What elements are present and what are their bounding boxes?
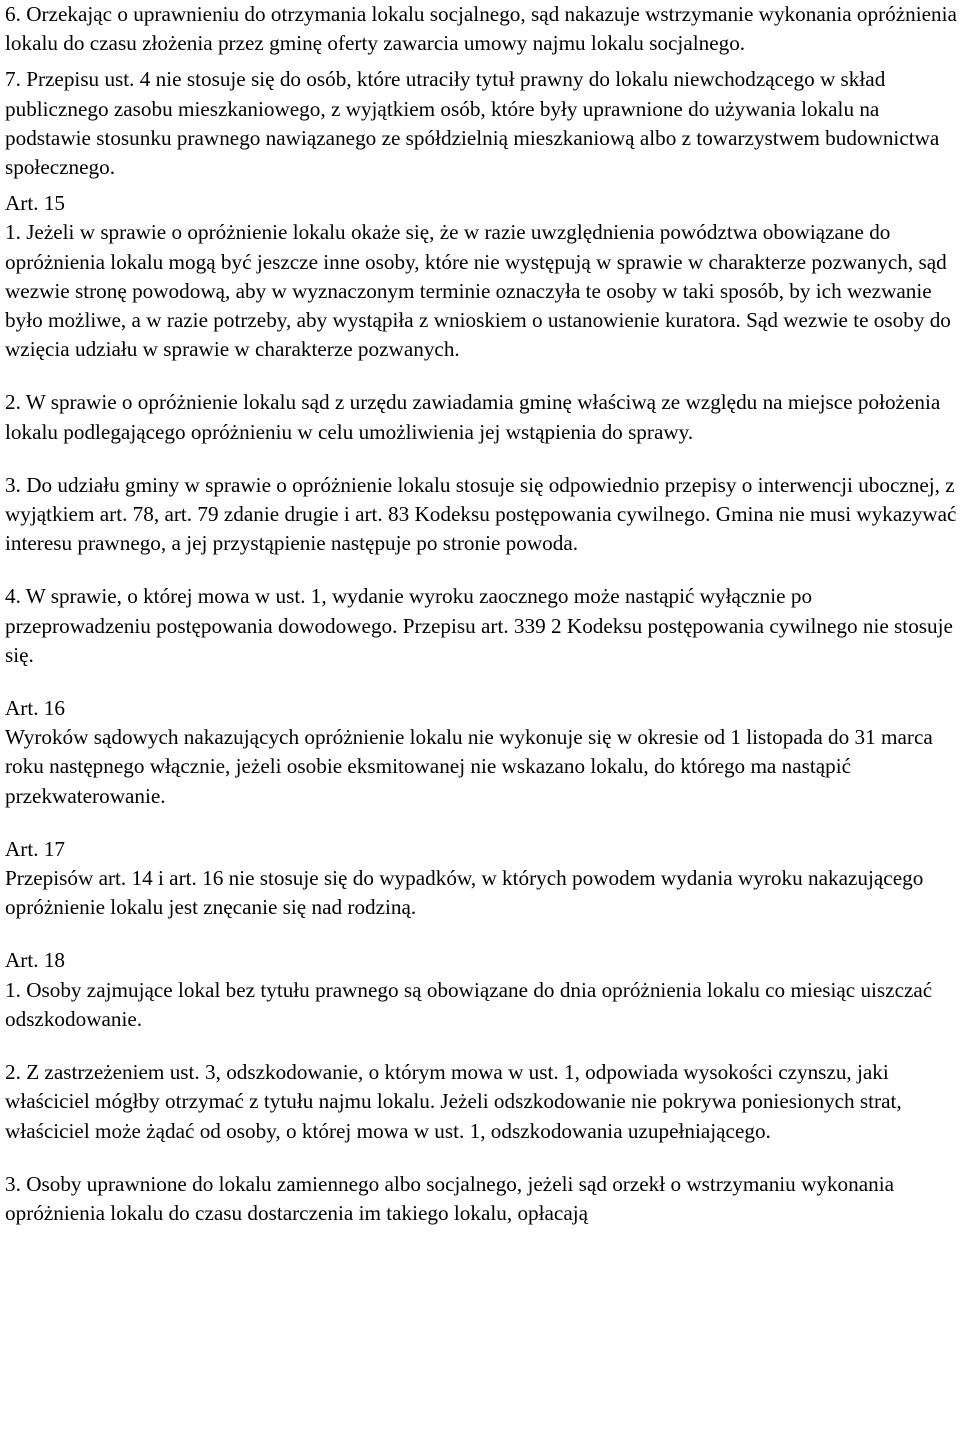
art15-paragraph-2: 2. W sprawie o opróżnienie lokalu sąd z urzędu zawiadamia gminę właściwą ze względu na miejsce położenia lokalu podlegającego opróżnieniu w celu umożliwienia jej wstąpienia do sprawy. [5,390,941,444]
art18-paragraph-2: 2. Z zastrzeżeniem ust. 3, odszkodowanie, o którym mowa w ust. 1, odpowiada wysokości czynszu, jaki właściciel mógłby otrzymać z tytułu najmu lokalu. Jeżeli odszkodowanie nie pokrywa poniesionych strat, właściciel może żądać od osoby, o której mowa w ust. 1, odszkodowania uzupełniającego. [5,1060,902,1143]
article-17-heading: Art. 17 [5,836,66,861]
paragraph-6: 6. Orzekając o uprawnieniu do otrzymania lokalu socjalnego, sąd nakazuje wstrzymanie wykonania opróżnienia lokalu do czasu złożenia przez gminę oferty zawarcia umowy najmu lokalu socjalnego. [5,2,957,56]
art15-paragraph-4: 4. W sprawie, o której mowa w ust. 1, wydanie wyroku zaocznego może nastąpić wyłącznie po przeprowadzeniu postępowania dowodowego. Przepisu art. 339 2 Kodeksu postępowania cywilnego nie stosuje się. [5,584,953,667]
art16-text: Wyroków sądowych nakazujących opróżnienie lokalu nie wykonuje się w okresie od 1 listopada do 31 marca roku następnego włącznie, jeżeli osobie eksmitowanej nie wskazano lokalu, do którego ma nastąpić przekwaterowanie. [5,725,933,808]
document-body [5,0,957,1228]
art18-paragraph-1: 1. Osoby zajmujące lokal bez tytułu prawnego są obowiązane do dnia opróżnienia lokalu co miesiąc uiszczać odszkodowanie. [5,977,933,1031]
article-16-heading: Art. 16 [5,696,66,721]
article-18-heading: Art. 18 [5,948,66,973]
article-15-heading: Art. 15 [5,191,66,216]
art17-text: Przepisów art. 14 i art. 16 nie stosuje się do wypadków, w których powodem wydania wyroku nakazującego opróżnienie lokalu jest znęcanie się nad rodziną. [5,866,924,920]
paragraph-7: 7. Przepisu ust. 4 nie stosuje się do osób, które utraciły tytuł prawny do lokalu niewchodzącego w skład publicznego zasobu mieszkaniowego, z wyjątkiem osób, które były uprawnione do używania lokalu na podstawie stosunku prawnego nawiązanego ze spółdzielnią mieszkaniową albo z towarzystwem budownictwa społecznego. [5,67,940,180]
art15-paragraph-1: 1. Jeżeli w sprawie o opróżnienie lokalu okaże się, że w razie uwzględnienia powództwa obowiązane do opróżnienia lokalu mogą być jeszcze inne osoby, które nie występują w sprawie w charakterze pozwanych, sąd wezwie stronę powodową, aby w wyznaczonym terminie oznaczyła te osoby w taki sposób, by ich wezwanie było możliwe, a w razie potrzeby, aby wystąpiła z wnioskiem o ustanowienie kuratora. Sąd wezwie te osoby do wzięcia udziału w sprawie w charakterze pozwanych. [5,220,951,362]
art18-paragraph-3: 3. Osoby uprawnione do lokalu zamiennego albo socjalnego, jeżeli sąd orzekł o wstrzymaniu wykonania opróżnienia lokalu do czasu dostarczenia im takiego lokalu, opłacają [5,1171,895,1225]
art15-paragraph-3: 3. Do udziału gminy w sprawie o opróżnienie lokalu stosuje się odpowiednio przepisy o interwencji ubocznej, z wyjątkiem art. 78, art. 79 zdanie drugie i art. 83 Kodeksu postępowania cywilnego. Gmina nie musi wykazywać interesu prawnego, a jej przystąpienie następuje po stronie powoda. [5,472,957,556]
